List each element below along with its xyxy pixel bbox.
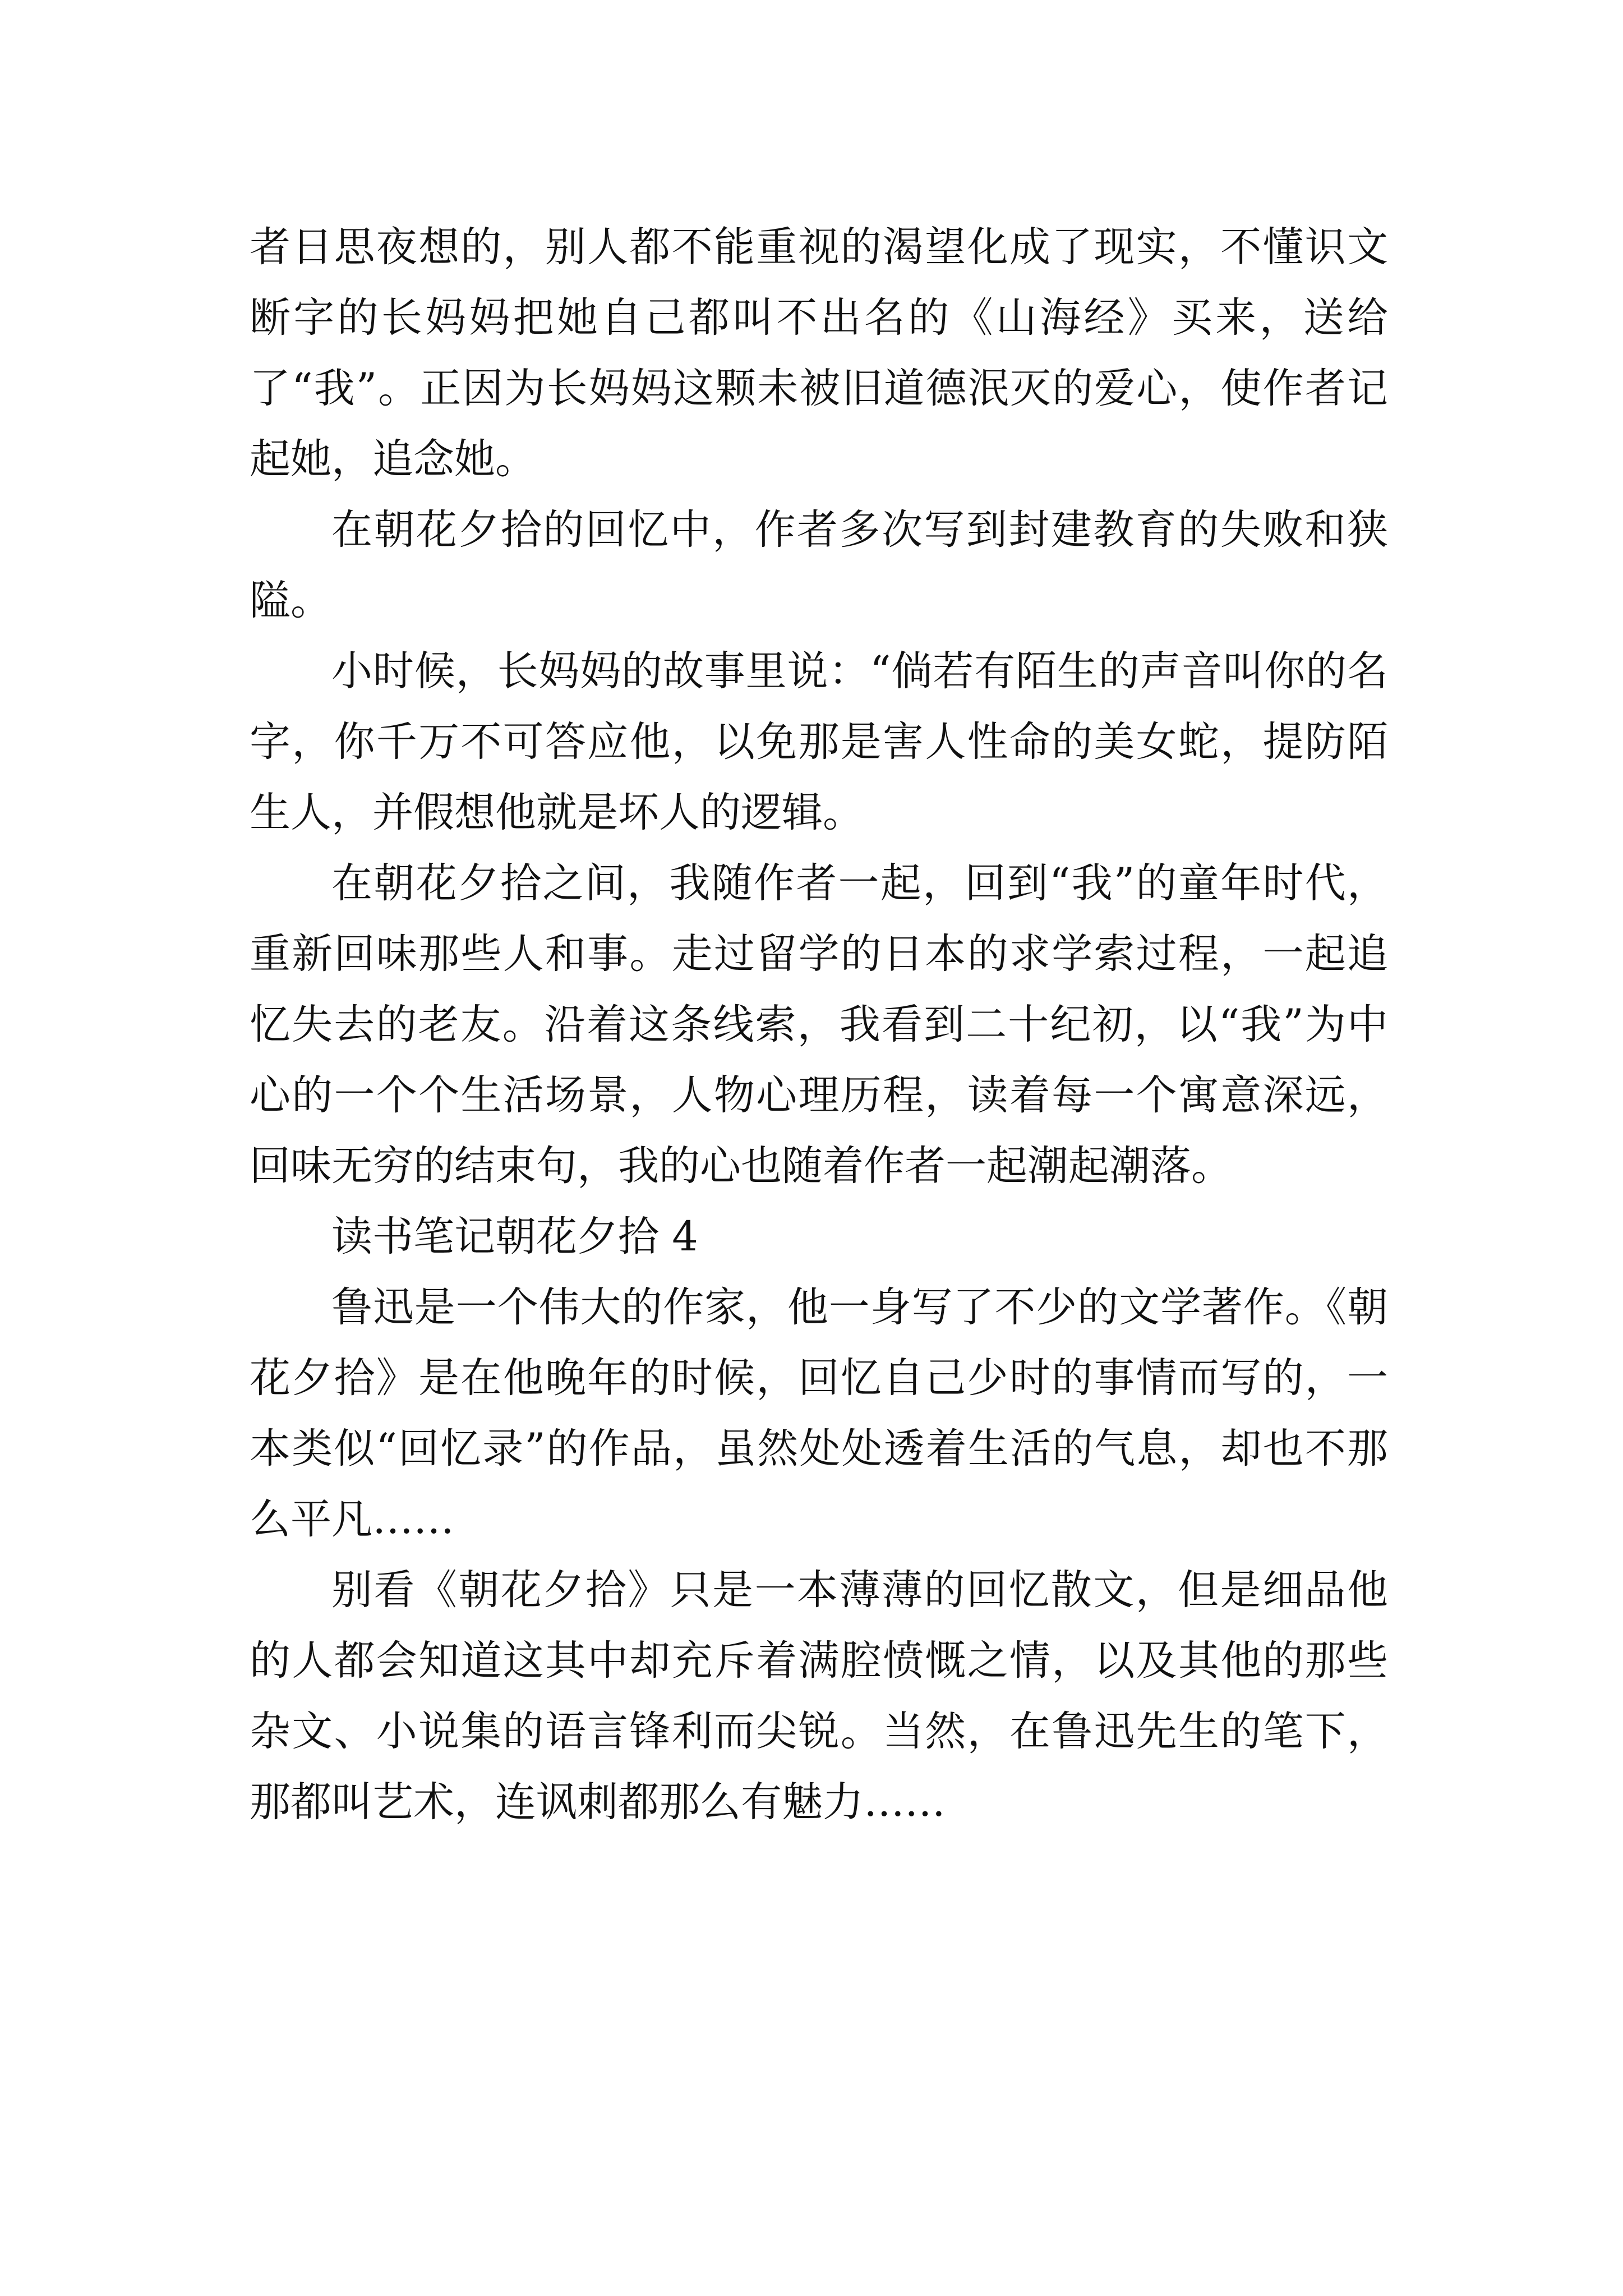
paragraph: 鲁迅是一个伟大的作家，他一身写了不少的文学著作。《朝花夕拾》是在他晚年的时候，回忆自己少时的事情而写的，一本类似“回忆录”的作品，虽然处处透着生活的气息，却也不那么平凡…… <box>250 1283 1388 1543</box>
paragraph: 小时候，长妈妈的故事里说：“倘若有陌生的声音叫你的名字，你千万不可答应他，以免那是害人性命的美女蛇，提防陌生人，并假想他就是坏人的逻辑。 <box>250 647 1388 836</box>
paragraph: 在朝花夕拾之间，我随作者一起，回到“我”的童年时代，重新回味那些人和事。走过留学的日本的求学索过程，一起追忆失去的老友。沿着这条线索，我看到二十纪初，以“我”为中心的一个个生活场景，人物心理历程，读着每一个寓意深远，回味无穷的结束句，我的心也随着作者一起潮起潮落。 <box>250 859 1388 1190</box>
body-text <box>250 212 1388 1838</box>
paragraph: 在朝花夕拾的回忆中，作者多次写到封建教育的失败和狭隘。 <box>250 506 1388 624</box>
paragraph-continuation: 者日思夜想的，别人都不能重视的渴望化成了现实，不懂识文断字的长妈妈把她自己都叫不出名的《山海经》买来，送给了“我”。正因为长妈妈这颗未被旧道德泯灭的爱心，使作者记起她，追念她。 <box>250 223 1388 483</box>
paragraph: 别看《朝花夕拾》只是一本薄薄的回忆散文，但是细品他的人都会知道这其中却充斥着满腔愤慨之情，以及其他的那些杂文、小说集的语言锋利而尖锐。当然，在鲁迅先生的笔下，那都叫艺术，连讽刺都那么有魅力…… <box>250 1566 1388 1826</box>
section-heading: 读书笔记朝花夕拾 4 <box>331 1213 698 1260</box>
